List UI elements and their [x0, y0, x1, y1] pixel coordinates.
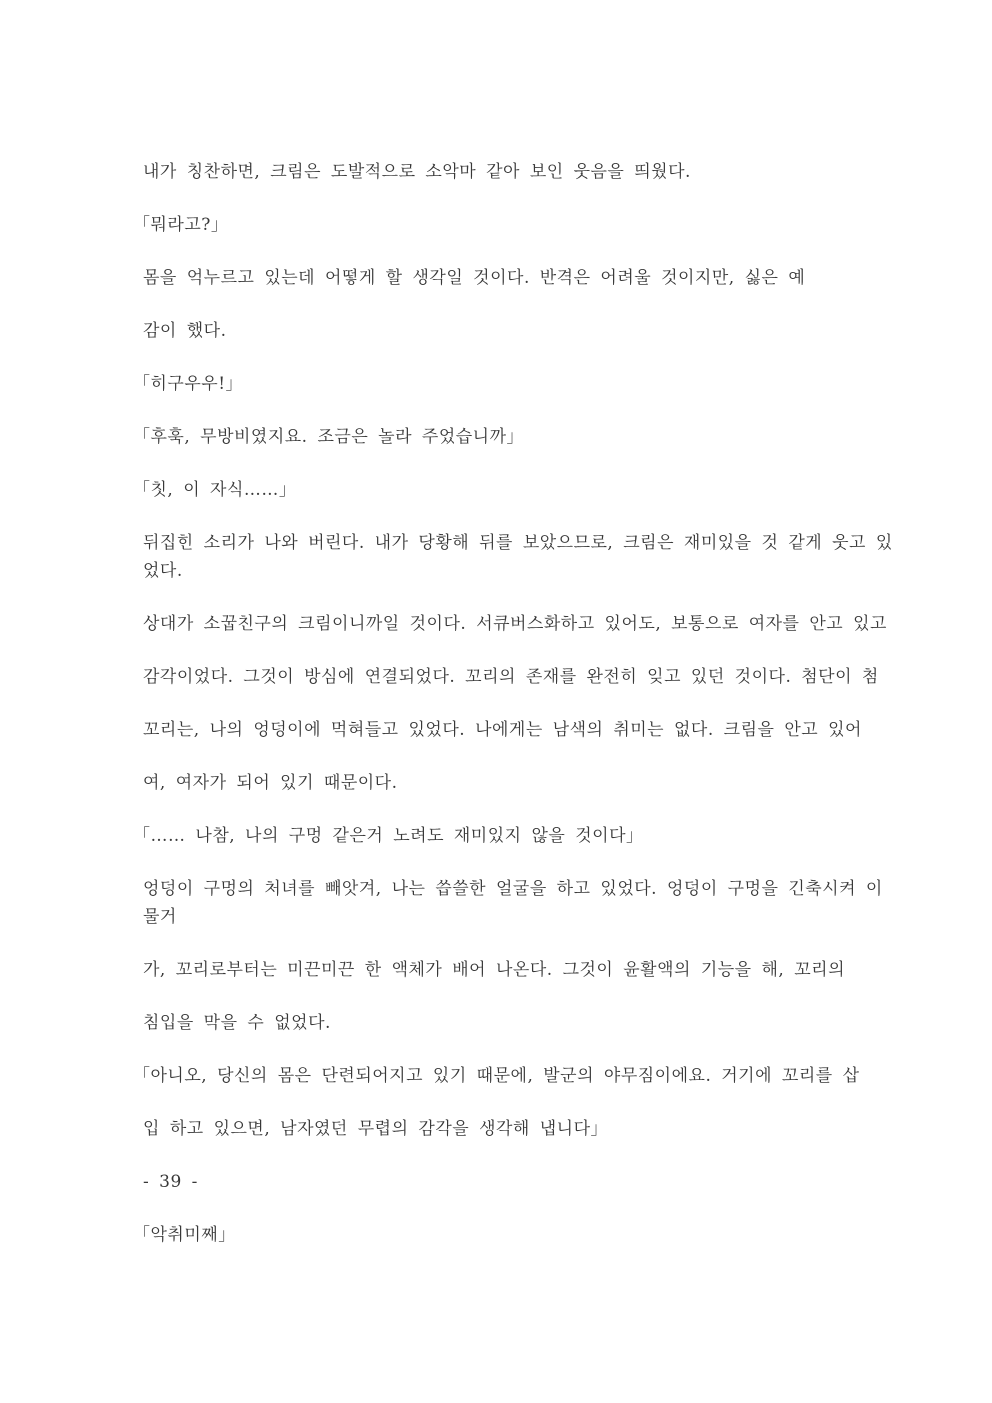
page-number: - 39 - — [143, 1172, 198, 1192]
text-line: 감이 했다. — [143, 321, 227, 341]
text-line: 「…… 나참, 나의 구멍 같은거 노려도 재미있지 않을 것이다」 — [133, 826, 644, 846]
text-line: 었다. — [143, 561, 183, 581]
text-line: 여, 여자가 되어 있기 때문이다. — [143, 773, 398, 793]
text-line: 감각이었다. 그것이 방심에 연결되었다. 꼬리의 존재를 완전히 잊고 있던 것이다. 첨단이 첨 — [143, 667, 879, 687]
text-line: 「히구우우!」 — [133, 374, 244, 394]
text-line: 「뭐라고?」 — [133, 215, 229, 235]
text-line: 꼬리는, 나의 엉덩이에 먹혀들고 있었다. 나에게는 남색의 취미는 없다. 크림을 안고 있어 — [143, 720, 862, 740]
text-line: 상대가 소꿉친구의 크림이니까일 것이다. 서큐버스화하고 있어도, 보통으로 여자를 안고 있고 — [143, 614, 887, 634]
text-line: 뒤집힌 소리가 나와 버린다. 내가 당황해 뒤를 보았으므로, 크림은 재미있을 것 같게 웃고 있 — [143, 533, 893, 553]
text-line: 몸을 억누르고 있는데 어떻게 할 생각일 것이다. 반격은 어려울 것이지만, 싫은 예 — [143, 268, 806, 288]
text-line: 가, 꼬리로부터는 미끈미끈 한 액체가 배어 나온다. 그것이 윤활액의 기능을 해, 꼬리의 — [143, 960, 846, 980]
text-line: 「악취미째」 — [133, 1225, 236, 1245]
page-text — [133, 158, 932, 1249]
text-line: 엉덩이 구멍의 처녀를 빼앗겨, 나는 씁쓸한 얼굴을 하고 있었다. 엉덩이 구멍을 긴축시켜 이 — [143, 879, 883, 899]
text-line: 입 하고 있으면, 남자였던 무렵의 감각을 생각해 냅니다」 — [143, 1119, 609, 1139]
text-line: 「후훅, 무방비였지요. 조금은 놀라 주었습니까」 — [133, 427, 525, 447]
text-line: 물거 — [143, 907, 177, 927]
text-line: 침입을 막을 수 없었다. — [143, 1013, 331, 1033]
text-line: 「칫, 이 자식……」 — [133, 480, 297, 500]
text-line: 「아니오, 당신의 몸은 단련되어지고 있기 때문에, 발군의 야무짐이에요. 거기에 꼬리를 삽 — [133, 1066, 860, 1086]
text-line: 내가 칭찬하면, 크림은 도발적으로 소악마 같아 보인 웃음을 띄웠다. — [143, 162, 691, 182]
